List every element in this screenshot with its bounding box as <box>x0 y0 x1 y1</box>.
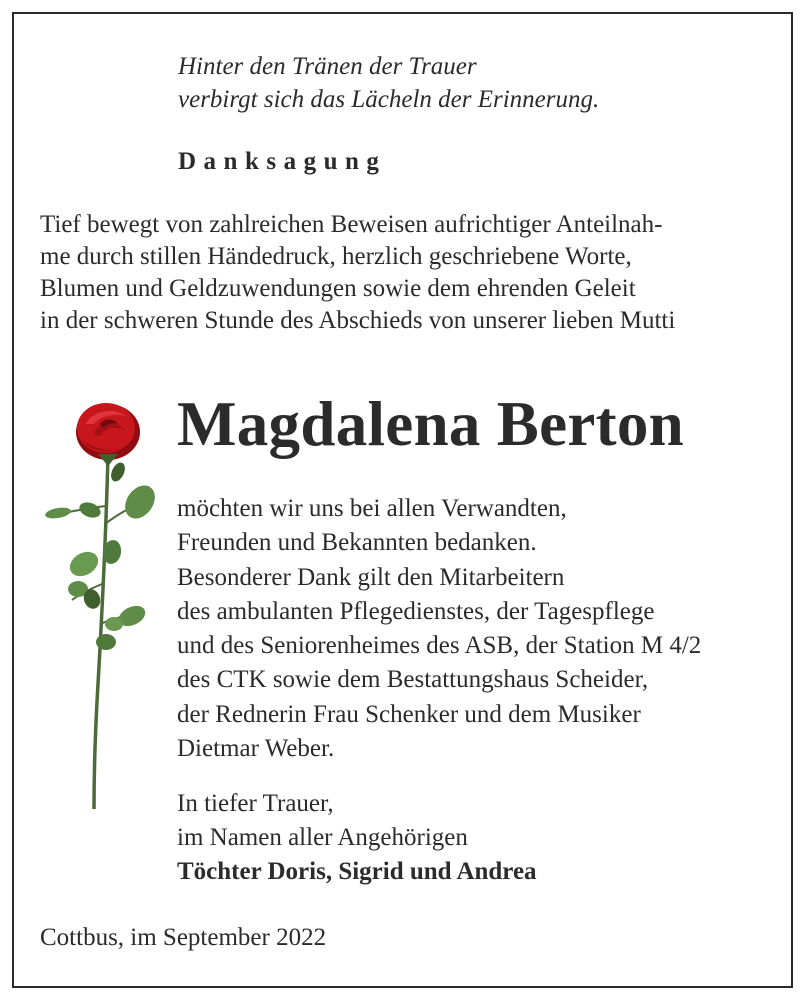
obituary-notice <box>12 12 793 988</box>
motto-line: Hinter den Tränen der Trauer <box>178 53 477 80</box>
thanks-line: des CTK sowie dem Bestattungshaus Scheider, <box>177 666 649 694</box>
intro-line: me durch stillen Händedruck, herzlich geschriebene Worte, <box>40 243 632 270</box>
red-rose-icon <box>28 384 168 814</box>
intro-text <box>40 209 675 337</box>
intro-line: Blumen und Geldzuwendungen sowie dem ehrenden Geleit <box>40 275 636 302</box>
thanks-line: Freunden und Bekannten bedanken. <box>177 529 537 557</box>
closing-line: In tiefer Trauer, <box>177 790 334 817</box>
deceased-name: Magdalena Berton <box>177 389 685 459</box>
place-date: Cottbus, im September 2022 <box>40 924 327 951</box>
thanks-line: und des Seniorenheimes des ASB, der Station M 4/2 <box>177 632 702 660</box>
intro-line: in der schweren Stunde des Abschieds von unserer lieben Mutti <box>40 307 676 334</box>
thanks-line: des ambulanten Pflegedienstes, der Tagespflege <box>177 597 655 625</box>
thanks-line: der Rednerin Frau Schenker und dem Musiker <box>177 700 641 728</box>
closing-line: im Namen aller Angehörigen <box>177 824 468 851</box>
thanks-line: Besonderer Dank gilt den Mitarbeitern <box>177 563 565 591</box>
thanks-line: Dietmar Weber. <box>177 735 335 763</box>
intro-line: Tief bewegt von zahlreichen Beweisen aufrichtiger Anteilnah- <box>40 211 663 238</box>
motto-line: verbirgt sich das Lächeln der Erinnerung. <box>178 86 600 113</box>
page-title: Danksagung <box>178 148 387 175</box>
motto <box>178 50 599 116</box>
thanks-text <box>177 492 701 766</box>
signature: Töchter Doris, Sigrid und Andrea <box>177 858 537 885</box>
thanks-line: möchten wir uns bei allen Verwandten, <box>177 495 567 522</box>
closing-block <box>177 787 537 889</box>
